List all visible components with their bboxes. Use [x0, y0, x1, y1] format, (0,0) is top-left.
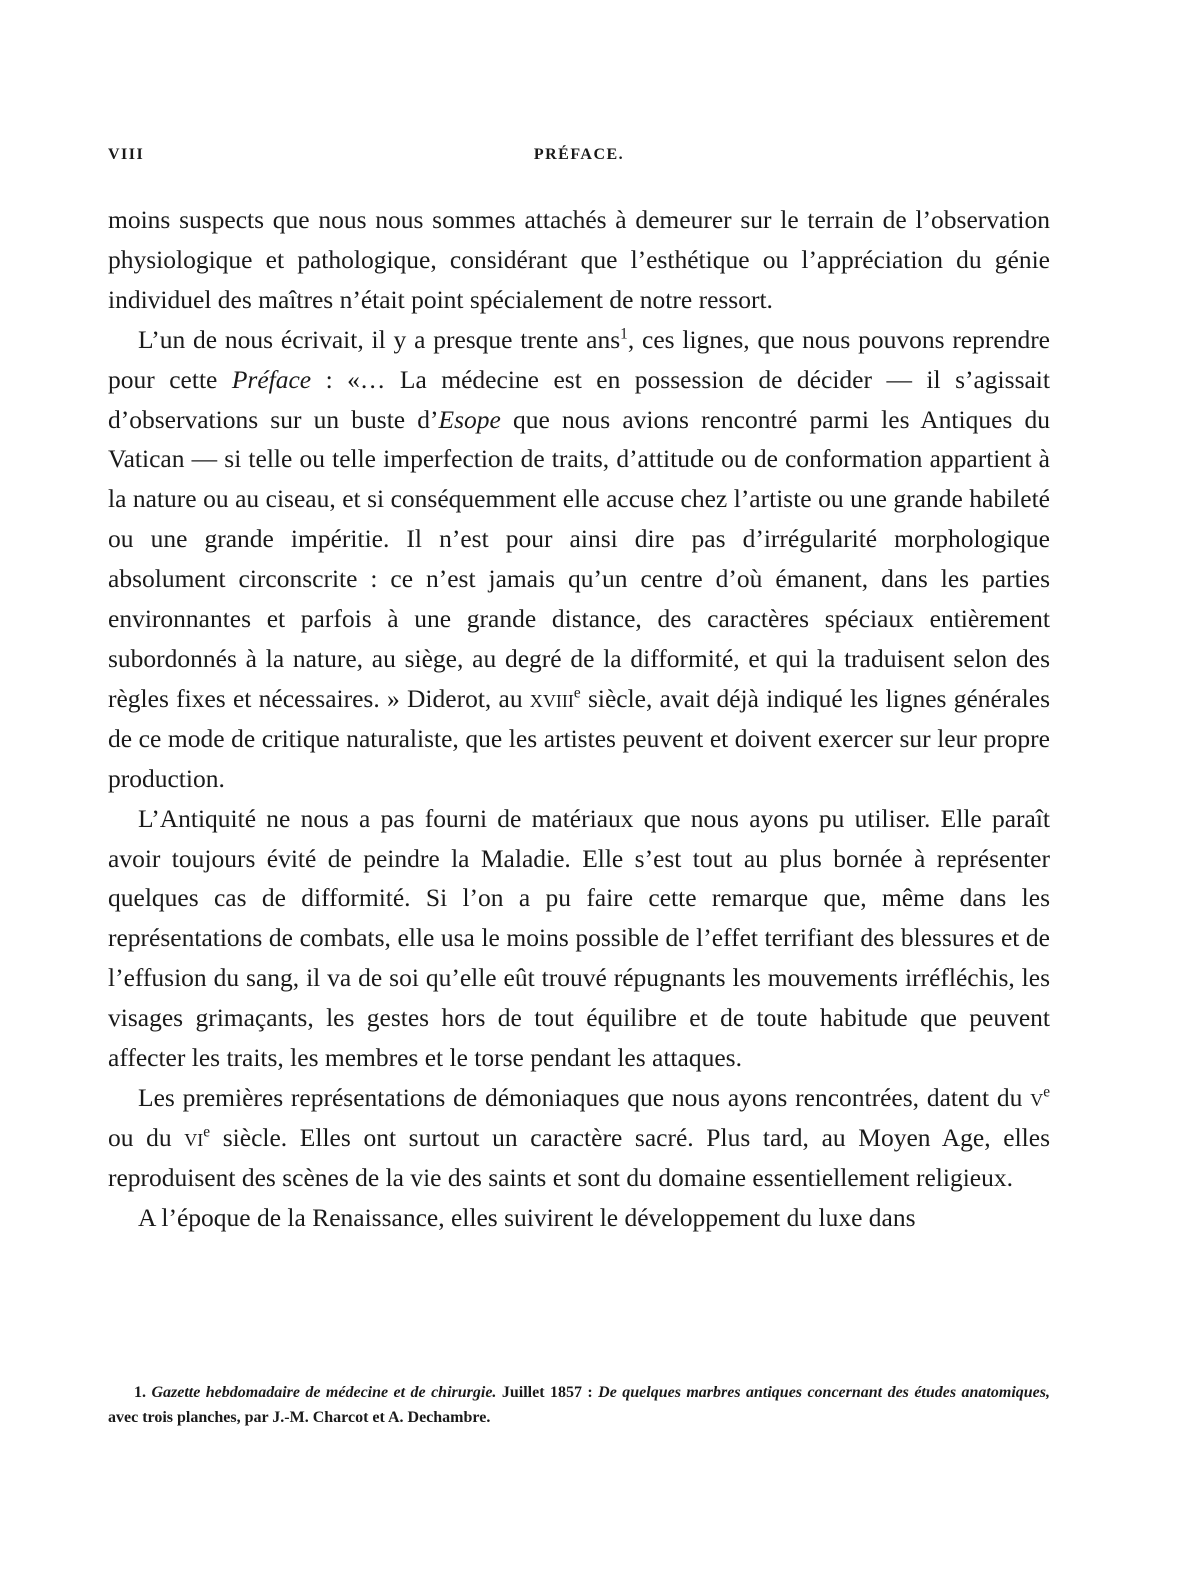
- footnote-article: De quelques marbres antiques concernant des études anatomiques,: [598, 1384, 1050, 1401]
- p2-text-a: L’un de nous écrivait, il y a presque trente ans: [138, 324, 621, 354]
- p4-text-a: Les premières représentations de démoniaques que nous ayons rencontrées, datent du: [138, 1082, 1031, 1112]
- p2-esope-italic: Esope: [438, 404, 501, 434]
- p4-century-6: vi: [184, 1122, 204, 1152]
- p4-text-d: ou du: [108, 1122, 185, 1152]
- paragraph-4: [108, 1078, 1050, 1198]
- paragraph-1: moins suspects que nous nous sommes attachés à demeurer sur le terrain de l’observation physiologique et pathologique, considérant que l’esthétique ou l’appréciation du génie individuel des maîtres n’était point spécialement de notre ressort.: [108, 205, 1050, 314]
- p4-century-6-sup: e: [203, 1123, 211, 1141]
- footnote-rest: avec trois planches, par J.-M. Charcot et A. Dechambre.: [108, 1409, 491, 1426]
- p4-text-g: siècle. Elles ont surtout un caractère sacré. Plus tard, au Moyen Age, elles reproduisent des scènes de la vie des saints et sont du domaine essentiellement religieux.: [108, 1122, 1050, 1192]
- body-text: [108, 200, 1050, 1238]
- p2-text-d: : «… La médecine est en possession de décider — il s’agissait d’observations sur un buste d’: [108, 364, 1050, 434]
- p2-century-sup: e: [573, 684, 581, 702]
- paragraph-3: L’Antiquité ne nous a pas fourni de matériaux que nous ayons pu utiliser. Elle paraît avoir toujours évité de peindre la Maladie. Elle s’est tout au plus bornée à représenter quelques cas de difformité. Si l’on a pu faire cette remarque que, même dans les représentations de combats, elle usa le moins possible de l’effet terrifiant des blessures et de l’effusion du sang, il va de soi qu’elle eût trouvé répugnants les mouvements irréfléchis, les visages grimaçants, les gestes hors de tout équilibre et de toute habitude que peuvent affecter les traits, les membres et le torse pendant les attaques.: [108, 803, 1050, 1073]
- footnotes: [108, 1380, 1050, 1430]
- p2-text-i: siècle, avait déjà indiqué les lignes générales de ce mode de critique naturaliste, que les artistes peuvent et doivent exercer sur leur propre production.: [108, 683, 1050, 793]
- page-number: VIII: [108, 146, 145, 163]
- footnote-date: Juillet 1857 :: [496, 1384, 599, 1401]
- p2-text-f: que nous avions rencontré parmi les Antiques du Vatican — si telle ou telle imperfection de traits, d’attitude ou de conformation appartient à la nature ou au ciseau, et si conséquemment elle accuse chez l’artiste ou une grande habileté ou une grande impéritie. Il n’est pour ainsi dire pas d’irrégularité morphologique absolument circonscrite : ce n’est jamais qu’un centre d’où émanent, dans les parties environnantes et parfois à une grande distance, des caractères spéciaux entièrement subordonnés à la nature, au siège, au degré de la difformité, et qui la traduisent selon des règles fixes et nécessaires. » Diderot, au: [108, 404, 1050, 713]
- page: [108, 146, 1050, 1238]
- p4-century-5-sup: e: [1043, 1083, 1050, 1101]
- running-head: [108, 146, 1050, 170]
- footnote-number: 1.: [134, 1384, 146, 1401]
- paragraph-5: A l’époque de la Renaissance, elles suivirent le développement du luxe dans: [138, 1202, 916, 1232]
- paragraph-2: [108, 320, 1050, 799]
- footnote-ref: 1: [620, 325, 628, 343]
- p4-century-5: v: [1030, 1082, 1044, 1112]
- p2-century: xviii: [529, 683, 574, 713]
- running-title: PRÉFACE.: [533, 146, 625, 163]
- footnote-1: [108, 1380, 1050, 1430]
- p2-preface-italic: Préface: [231, 364, 312, 394]
- p2-text-b: , ces lignes, que nous pouvons reprendre pour cette: [108, 324, 1051, 394]
- footnote-journal: Gazette hebdomadaire de médecine et de chirurgie.: [151, 1384, 497, 1401]
